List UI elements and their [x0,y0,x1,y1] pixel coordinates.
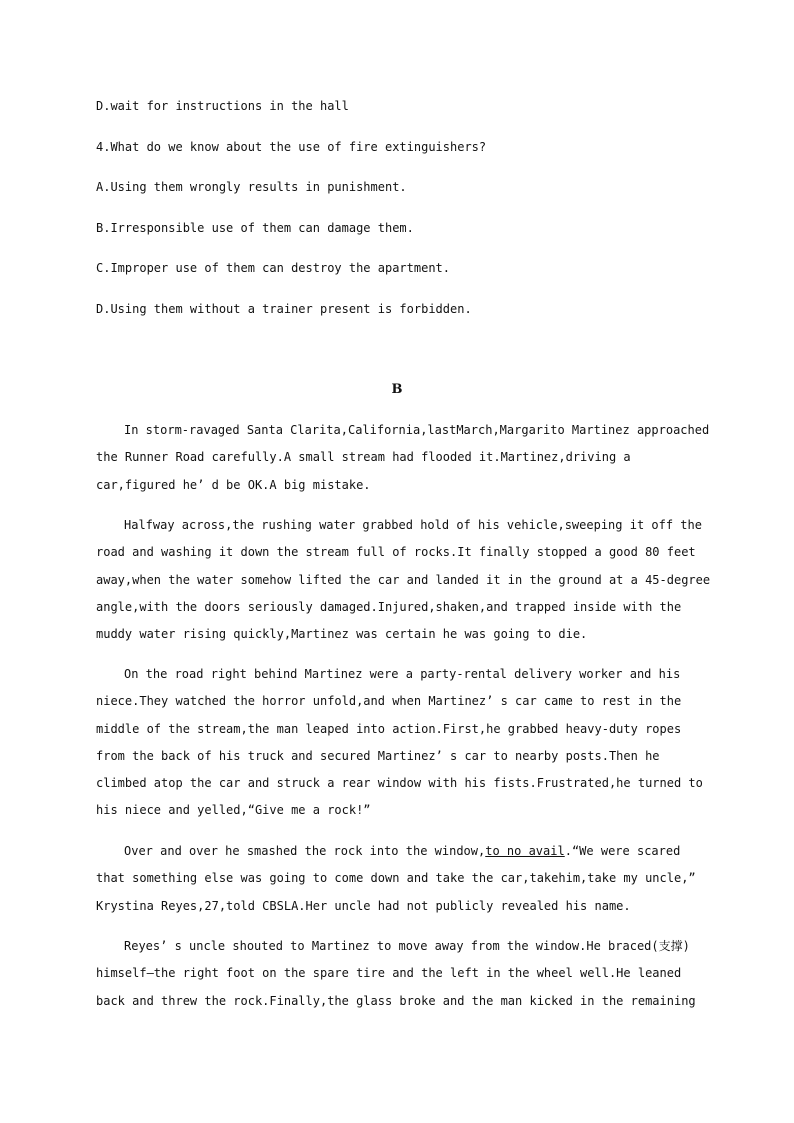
paragraph-line: that something else was going to come down and take the car,takehim,take my uncle,” [96,871,696,886]
paragraph-line: middle of the stream,the man leaped into action.First,he grabbed heavy-duty ropes [96,721,682,736]
paragraph-line [96,838,696,865]
paragraph-line: muddy water rising quickly,Martinez was certain he was going to die. [96,627,588,642]
paragraph-4 [96,838,696,920]
paragraph-line: Krystina Reyes,27,told CBSLA.Her uncle had not publicly revealed his name. [96,898,631,913]
paragraph-line: angle,with the doors seriously damaged.Injured,shaken,and trapped inside with the [96,599,682,614]
paragraph-2 [96,512,711,648]
question-4-option-d: D.Using them without a trainer present is forbidden. [96,302,472,316]
paragraph-line: Reyes’ s uncle shouted to Martinez to move away from the window.He braced(支撑) [124,939,690,953]
paragraph-5 [96,933,696,1015]
paragraph-line: his niece and yelled,“Give me a rock!” [96,803,371,818]
paragraph-line: back and threw the rock.Finally,the glass broke and the man kicked in the remaining [96,993,696,1008]
paragraph-line: from the back of his truck and secured Martinez’ s car to nearby posts.Then he [96,748,660,763]
paragraph-line: himself—the right foot on the spare tire and the left in the wheel well.He leaned [96,966,682,981]
paragraph-text: Over and over he smashed the rock into the window, [124,844,486,858]
paragraph-3 [96,661,703,825]
paragraph-line: car,figured he’ d be OK.A big mistake. [96,477,371,492]
paragraph-line: On the road right behind Martinez were a party-rental delivery worker and his [124,667,681,681]
question-3-option-d: D.wait for instructions in the hall [96,99,349,113]
paragraph-line: niece.They watched the horror unfold,and when Martinez’ s car came to rest in the [96,694,682,709]
paragraph-1 [96,417,710,499]
paragraph-line: road and washing it down the stream full of rocks.It finally stopped a good 80 feet [96,545,696,560]
paragraph-line: away,when the water somehow lifted the car and landed it in the ground at a 45-degree [96,572,711,587]
paragraph-line: climbed atop the car and struck a rear window with his fists.Frustrated,he turned to [96,776,703,791]
paragraph-line: In storm-ravaged Santa Clarita,California,lastMarch,Margarito Martinez approached [124,423,710,437]
question-4-stem: 4.What do we know about the use of fire extinguishers? [96,140,487,154]
paragraph-line: Halfway across,the rushing water grabbed hold of his vehicle,sweeping it off the [124,518,702,532]
paragraph-text: .“We were scared [564,844,681,858]
question-4-option-c: C.Improper use of them can destroy the apartment. [96,261,451,275]
paragraph-line: the Runner Road carefully.A small stream had flooded it.Martinez,driving a [96,450,631,465]
section-title: B [391,382,403,397]
question-4-option-b: B.Irresponsible use of them can damage them. [96,221,414,235]
question-4-option-a: A.Using them wrongly results in punishment. [96,180,407,194]
underlined-phrase: to no avail [485,844,565,858]
